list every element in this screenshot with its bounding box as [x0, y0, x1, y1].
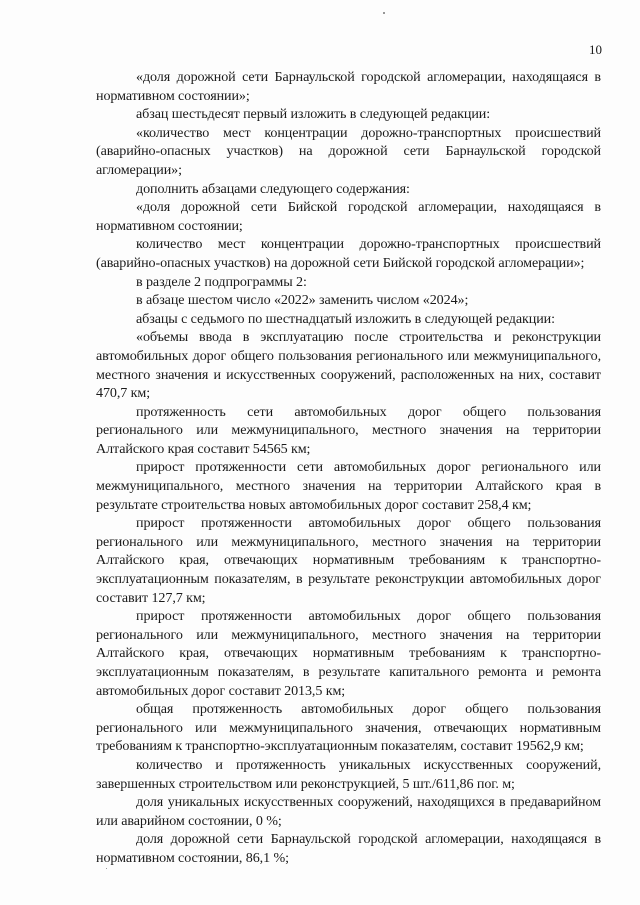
- paragraph: протяженность сети автомобильных дорог общего пользования регионального или межмуниципального, местного значения на территории Алтайского края составит 54565 км;: [96, 403, 601, 457]
- paragraph: абзацы с седьмого по шестнадцатый изложить в следующей редакции:: [136, 310, 555, 327]
- page-number: 10: [589, 42, 602, 57]
- paragraph: «объемы ввода в эксплуатацию после строительства и реконструкции автомобильных дорог общего пользования регионального или межмуниципального, местного значения и искусственных сооружений, расположенных на них, составит 470,7 км;: [96, 329, 601, 402]
- paragraph: «доля дорожной сети Барнаульской городской агломерации, находящаяся в нормативном состоянии»;: [96, 69, 601, 104]
- paragraph: прирост протяженности автомобильных дорог общего пользования регионального или межмуниципального, местного значения на территории Алтайского края, отвечающих нормативным требованиям к транспортно-эксплуатационным показателям, в результате капитального ремонта и ремонта автомобильных дорог составит 2013,5 км;: [96, 608, 601, 699]
- paragraph: абзац шестьдесят первый изложить в следующей редакции:: [136, 106, 491, 123]
- paragraph: доля уникальных искусственных сооружений, находящихся в предаварийном или аварийном состоянии, 0 %;: [96, 794, 601, 829]
- scan-speck: [383, 12, 385, 14]
- paragraph: «доля дорожной сети Бийской городской агломерации, находящаяся в нормативном состоянии;: [96, 199, 601, 234]
- scan-speck: [106, 868, 107, 869]
- paragraph: прирост протяженности автомобильных дорог общего пользования регионального или межмуниципального, местного значения на территории Алтайского края, отвечающих нормативным требованиям к транспортно-эксплуатационным показателям, в результате реконструкции автомобильных дорог составит 127,7 км;: [96, 515, 601, 606]
- paragraph: количество мест концентрации дорожно-транспортных происшествий (аварийно-опасных участков) на дорожной сети Бийской городской агломерации»;: [96, 236, 601, 271]
- document-body: [96, 68, 601, 868]
- paragraph: в абзаце шестом число «2022» заменить числом «2024»;: [136, 292, 469, 309]
- paragraph: количество и протяженность уникальных искусственных сооружений, завершенных строительством или реконструкцией, 5 шт./611,86 пог. м;: [96, 756, 601, 792]
- paragraph: общая протяженность автомобильных дорог общего пользования регионального или межмуниципального значения, отвечающих нормативным требованиям к транспортно-эксплуатационным показателям, составит 19562,9 км;: [96, 701, 601, 755]
- paragraph: дополнить абзацами следующего содержания:: [136, 180, 410, 197]
- paragraph: доля дорожной сети Барнаульской городской агломерации, находящаяся в нормативном состоянии, 86,1 %;: [96, 831, 601, 866]
- paragraph: «количество мест концентрации дорожно-транспортных происшествий (аварийно-опасных участков) на дорожной сети Барнаульской городской агломерации»;: [96, 124, 601, 178]
- paragraph: прирост протяженности сети автомобильных дорог регионального или межмуниципального, местного значения на территории Алтайского края в результате строительства новых автомобильных дорог составит 258,4 км;: [96, 459, 601, 513]
- paragraph: в разделе 2 подпрограммы 2:: [136, 273, 307, 290]
